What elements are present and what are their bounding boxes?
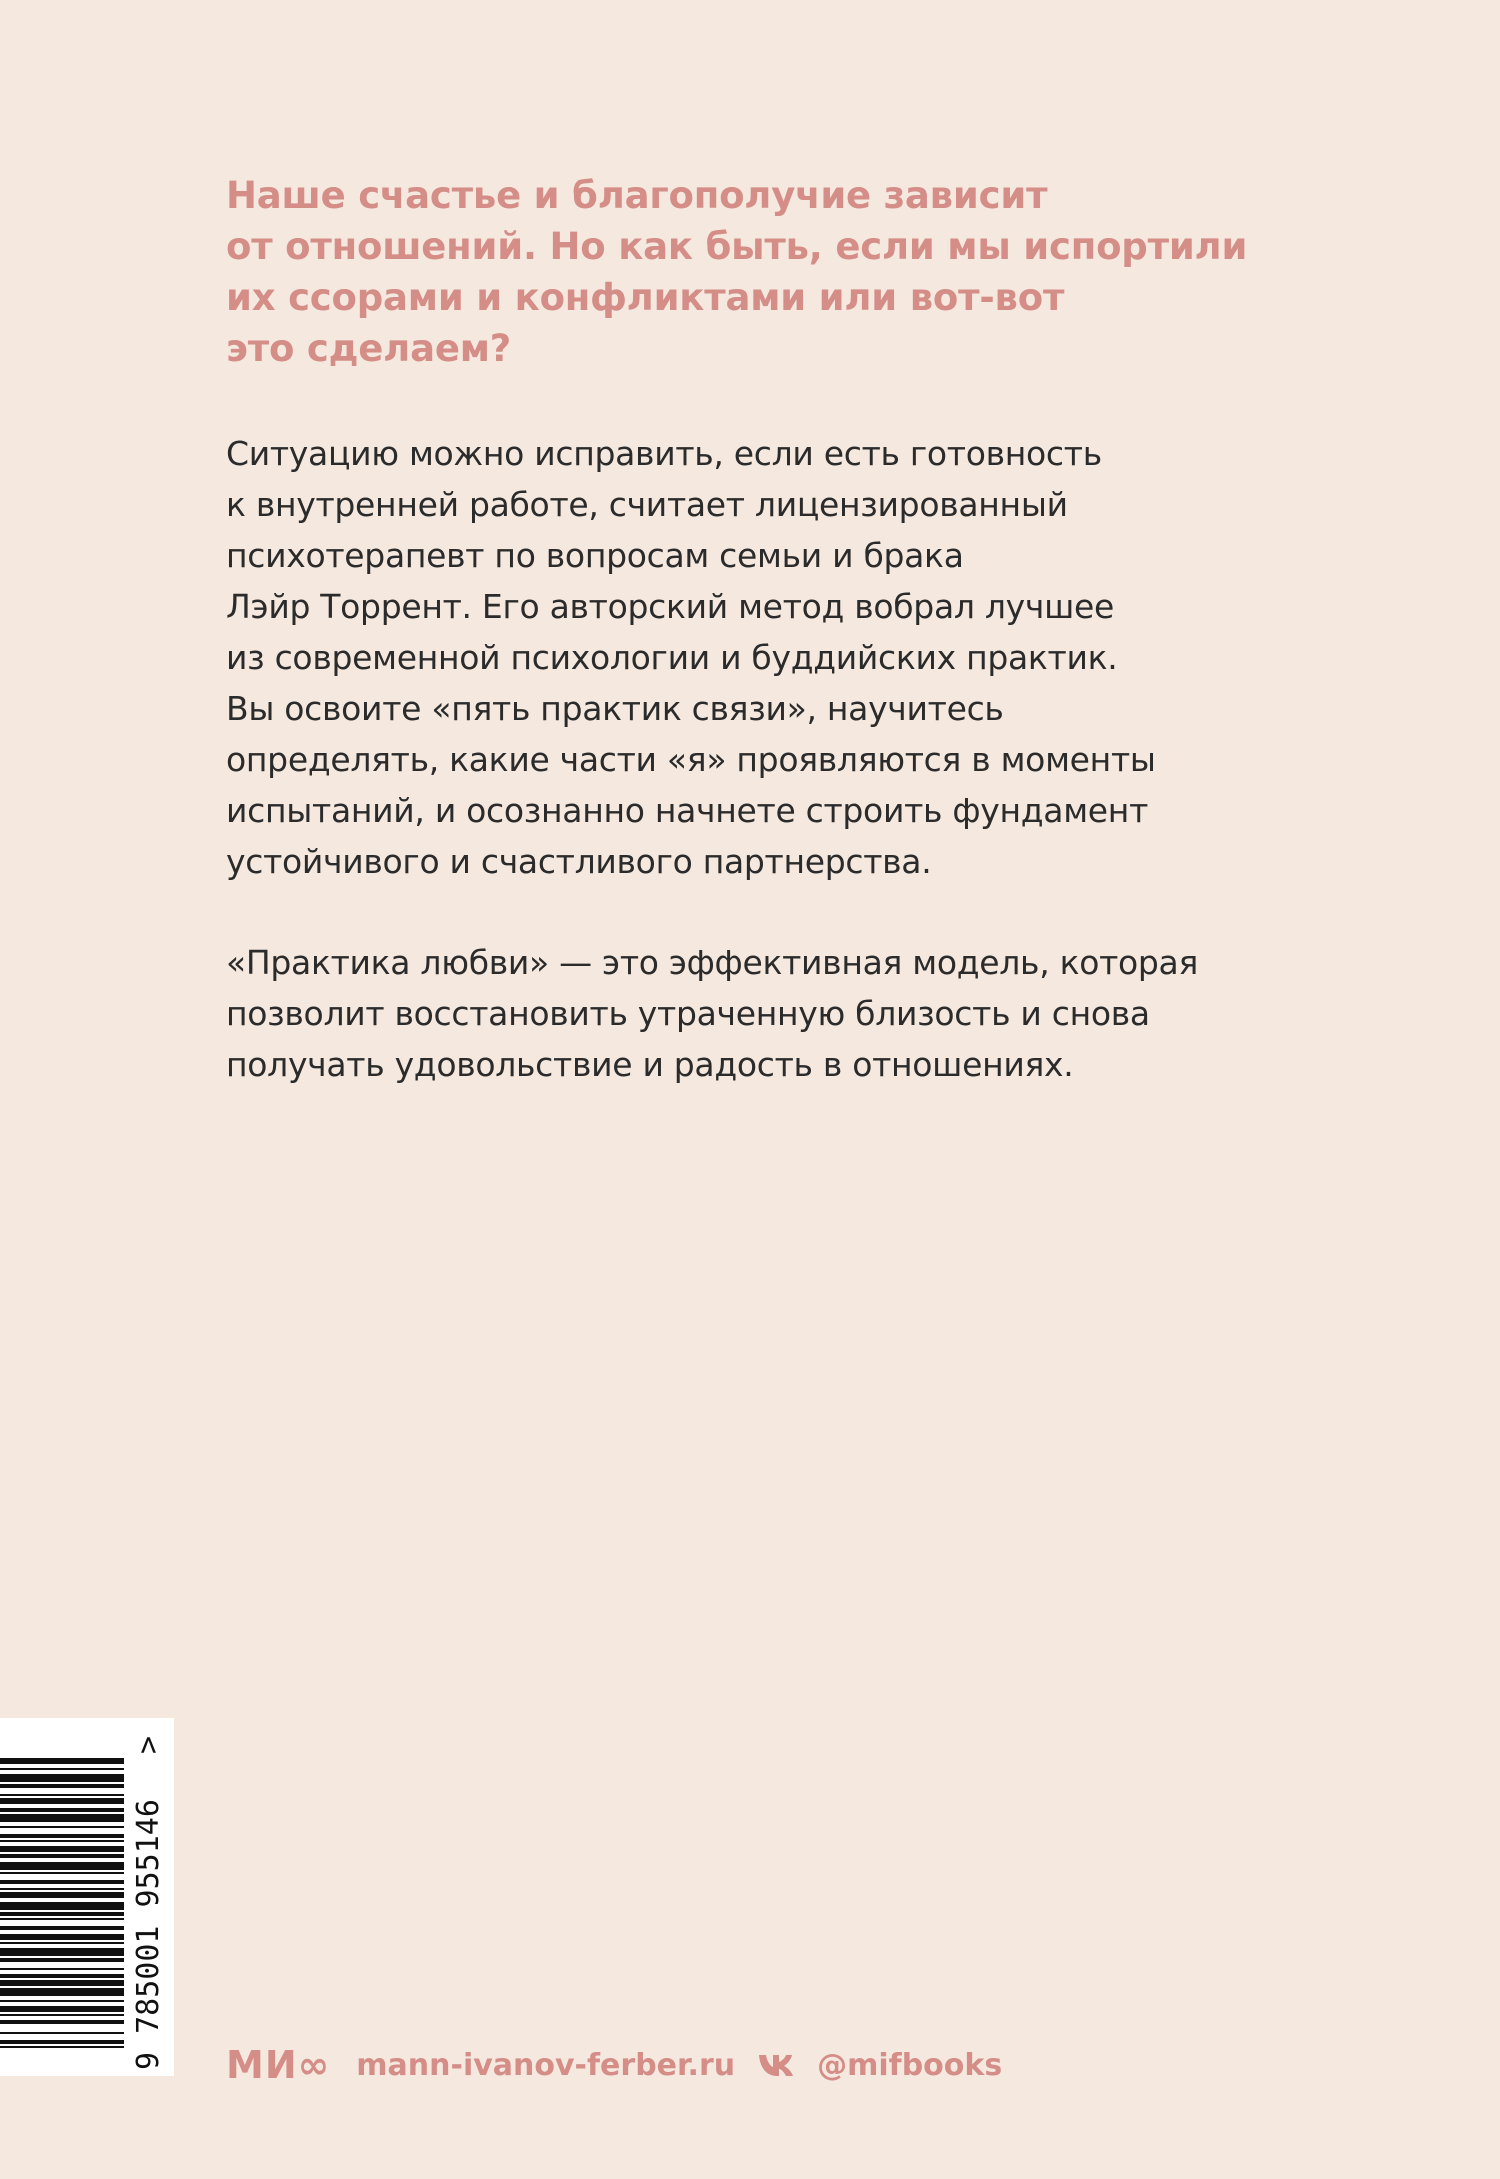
barcode-bar	[0, 1784, 124, 1788]
barcode-bar	[0, 2006, 124, 2012]
barcode-bar	[0, 1798, 124, 1804]
barcode-bar	[0, 1958, 124, 1962]
barcode-bar	[0, 1926, 124, 1930]
barcode-graphic	[0, 1718, 174, 2076]
social-handle[interactable]: @mifbooks	[817, 2047, 1003, 2083]
barcode-bar	[0, 1840, 124, 1842]
barcode-bar	[0, 1892, 124, 1898]
paragraph-line: «Практика любви» — это эффективная модель, которая	[226, 943, 1199, 982]
barcode-bar	[0, 1968, 124, 1970]
barcode-bar	[0, 2000, 124, 2002]
paragraph-line: психотерапевт по вопросам семьи и брака	[226, 536, 964, 575]
paragraph-line: испытаний, и осознанно начнете строить фундамент	[226, 791, 1149, 830]
barcode-bar	[0, 2032, 124, 2034]
publisher-logo: МИ∞	[226, 2043, 331, 2087]
quiet-zone-mark: >	[131, 1735, 166, 1754]
paragraph-line: Лэйр Торрент. Его авторский метод вобрал лучшее	[226, 587, 1114, 626]
barcode-bar	[0, 2020, 124, 2024]
barcode-bar	[0, 1942, 124, 1944]
publisher-footer	[226, 2040, 1002, 2090]
barcode-bar	[0, 2014, 124, 2016]
paragraph-line: из современной психологии и буддийских практик.	[226, 638, 1118, 677]
paragraph-line: устойчивого и счастливого партнерства.	[226, 842, 932, 881]
barcode-bar	[0, 1974, 124, 1978]
headline-line: их ссорами и конфликтами или вот-вот	[226, 276, 1065, 319]
barcode-bar	[0, 1826, 124, 1828]
barcode-bar	[0, 1854, 124, 1858]
barcode-bar	[0, 1988, 124, 1996]
description-paragraph-2	[226, 937, 1276, 1090]
headline-line: от отношений. Но как быть, если мы испортили	[226, 225, 1248, 268]
paragraph-line: Вы освоите «пять практик связи», научитесь	[226, 689, 1004, 728]
barcode-bar	[0, 1880, 124, 1884]
barcode-bar	[0, 1774, 124, 1782]
barcode-bar	[0, 1872, 124, 1874]
barcode-bar	[0, 1934, 124, 1940]
paragraph-line: определять, какие части «я» проявляются в моменты	[226, 740, 1156, 779]
isbn-number: 9 785001 955146	[131, 1799, 166, 2070]
isbn-barcode	[0, 1718, 174, 2076]
description-paragraph-1	[226, 428, 1276, 887]
headline-line: это сделаем?	[226, 327, 512, 370]
barcode-bar	[0, 1758, 124, 1764]
publisher-website[interactable]: mann-ivanov-ferber.ru	[356, 2047, 736, 2083]
barcode-bar	[0, 1862, 124, 1870]
paragraph-line: получать удовольствие и радость в отношениях.	[226, 1045, 1074, 1084]
headline-line: Наше счастье и благополучие зависит	[226, 174, 1048, 217]
barcode-bar	[0, 1814, 124, 1822]
paragraph-line: Ситуацию можно исправить, если есть готовность	[226, 434, 1102, 473]
barcode-bar	[0, 1918, 124, 1920]
barcode-bar	[0, 2046, 124, 2048]
headline	[226, 170, 1248, 374]
barcode-bar	[0, 1834, 124, 1838]
barcode-bar	[0, 1948, 124, 1956]
paragraph-line: к внутренней работе, считает лицензированный	[226, 485, 1068, 524]
barcode-bar	[0, 1888, 124, 1890]
barcode-bar	[0, 1768, 124, 1770]
barcode-bar	[0, 1808, 124, 1812]
paragraph-line: позволит восстановить утраченную близость и снова	[226, 994, 1150, 1033]
barcode-bar	[0, 1912, 124, 1916]
vk-icon[interactable]	[757, 2052, 797, 2078]
barcode-bar	[0, 1794, 124, 1796]
barcode-bar	[0, 1846, 124, 1852]
barcode-bar	[0, 1980, 124, 1986]
barcode-bar	[0, 2040, 124, 2044]
barcode-bar	[0, 1902, 124, 1910]
